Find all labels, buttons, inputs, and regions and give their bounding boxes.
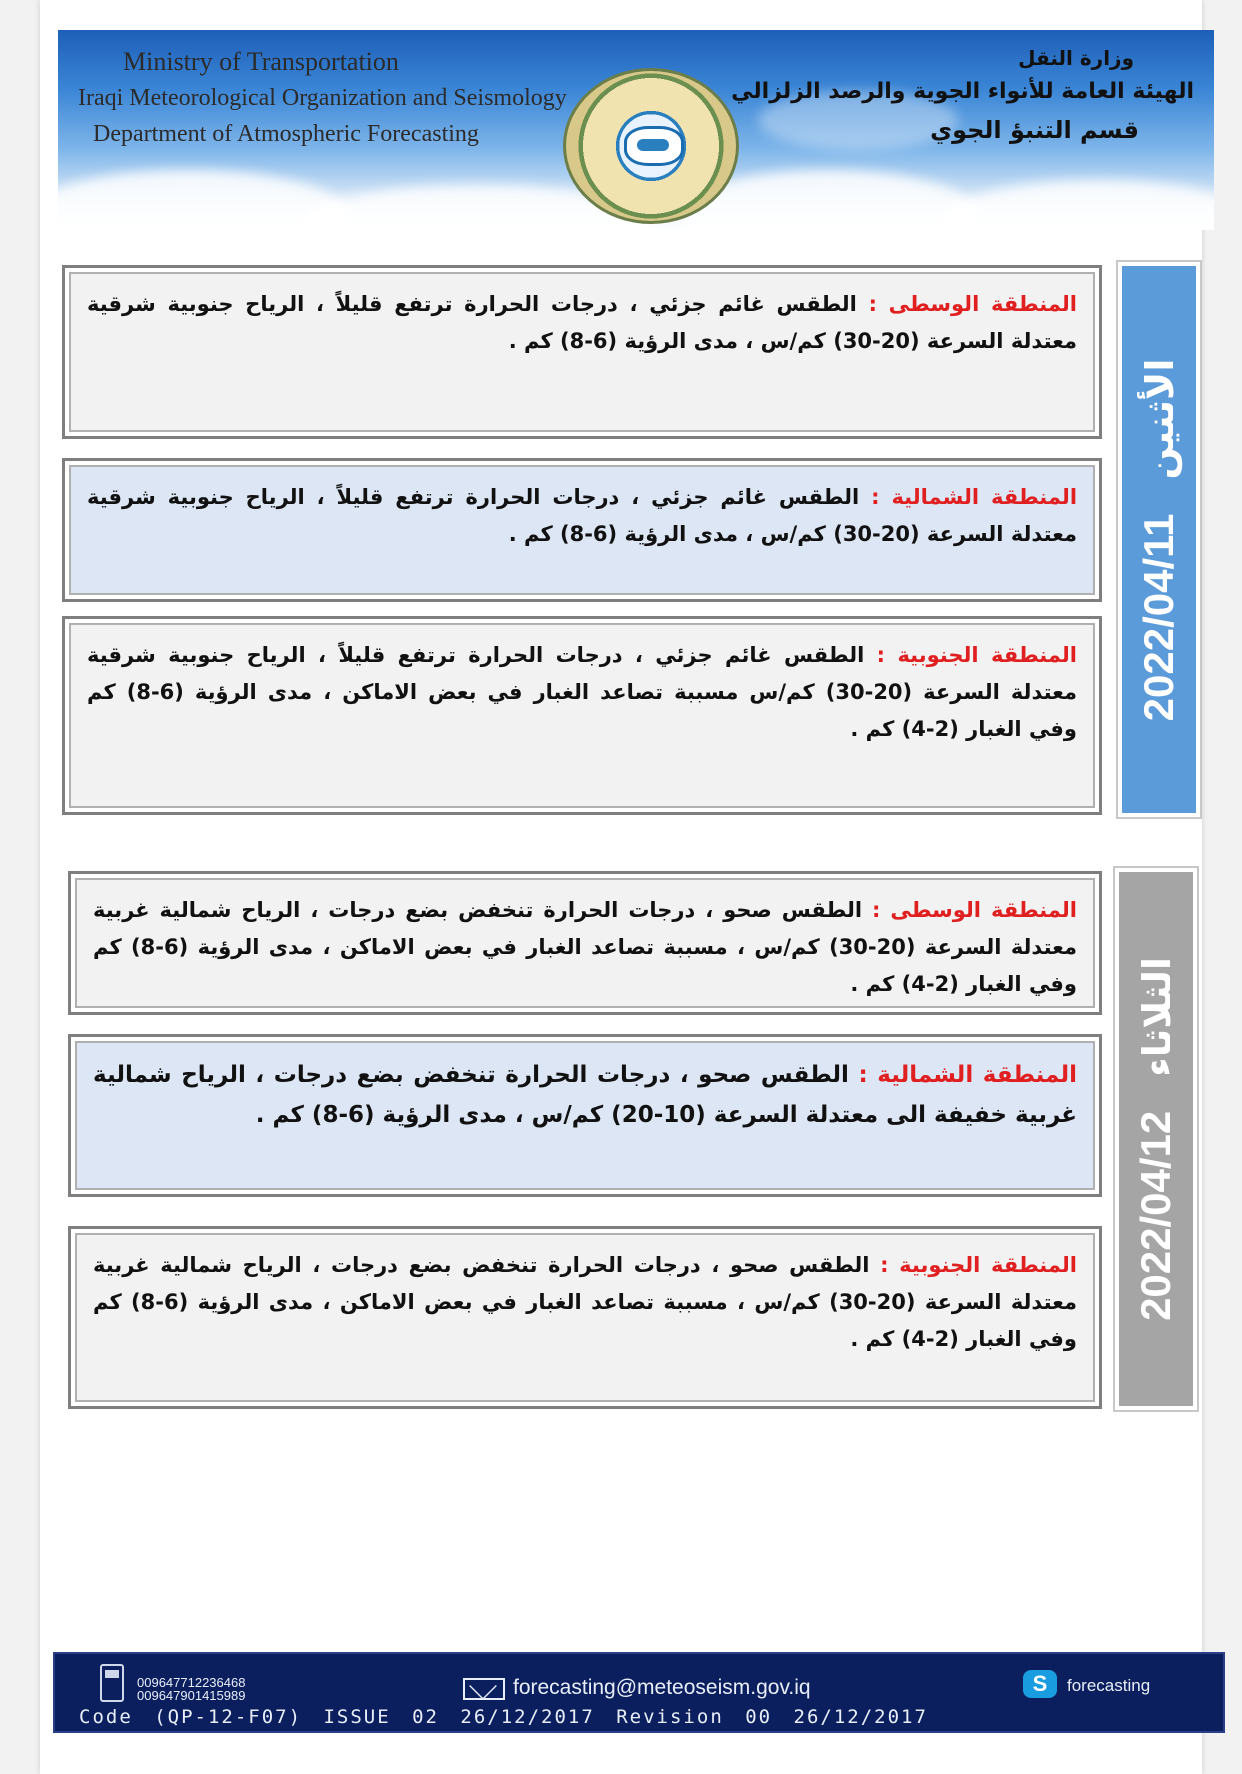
region-label: المنطقة الشمالية :: [858, 1062, 1077, 1088]
day-date: 2022/04/11: [1135, 512, 1182, 721]
forecast-text: الطقس صحو ، درجات الحرارة تنخفض بضع درجات ، الرياح شمالية غربية خفيفة الى معتدلة السرعة (10-20) كم/س ، مدى الرؤية (6-8) كم .: [93, 1062, 1077, 1128]
skype-handle: forecasting: [1067, 1676, 1151, 1695]
forecast-south-day2: [68, 1226, 1102, 1409]
department-name-ar: قسم التنبؤ الجوي: [930, 116, 1139, 144]
day-name: الأثنين: [1138, 358, 1182, 479]
forecast-central-day2: [68, 871, 1102, 1015]
forecast-text: الطقس غائم جزئي ، درجات الحرارة ترتفع قليلاً ، الرياح جنوبية شرقية معتدلة السرعة (20-30) كم/س مسببة تصاعد الغبار في بعض الاماكن ، مدى الرؤية (6-8) كم وفي الغبار (2-4) كم .: [87, 643, 1078, 741]
forecast-south-day1: [62, 616, 1102, 815]
forecast-north-day1: [62, 458, 1102, 602]
day-bar-monday: [1116, 260, 1202, 819]
day-bar-tuesday: [1113, 866, 1199, 1412]
region-label: المنطقة الوسطى :: [868, 292, 1077, 316]
email-address: forecasting@meteoseism.gov.iq: [513, 1676, 811, 1699]
phone-number: 009647901415989: [137, 1688, 246, 1703]
header-english: [78, 44, 567, 152]
ministry-name-en: Ministry of Transportation: [123, 47, 399, 76]
organization-name-ar: الهيئة العامة للأنواء الجوية والرصد الزلزالي: [731, 79, 1194, 104]
region-label: المنطقة الشمالية :: [871, 485, 1078, 509]
skype-icon: S: [1023, 1670, 1057, 1698]
organization-name-en: Iraqi Meteorological Organization and Seismology: [78, 85, 567, 111]
region-label: المنطقة الوسطى :: [872, 898, 1077, 922]
header-banner: [58, 30, 1214, 230]
day-name: الثلاثاء: [1135, 957, 1179, 1077]
mail-icon: [463, 1678, 505, 1700]
forecast-north-day2: [68, 1034, 1102, 1197]
region-label: المنطقة الجنوبية :: [876, 643, 1078, 667]
forecast-text: الطقس غائم جزئي ، درجات الحرارة ترتفع قليلاً ، الرياح جنوبية شرقية معتدلة السرعة (20-30) كم/س ، مدى الرؤية (6-8) كم .: [87, 292, 1077, 353]
header-arabic: [731, 42, 1194, 150]
forecast-central-day1: [62, 265, 1102, 439]
organization-seal-logo: [563, 68, 739, 224]
region-label: المنطقة الجنوبية :: [880, 1253, 1078, 1277]
department-name-en: Department of Atmospheric Forecasting: [93, 121, 479, 147]
phone-icon: [100, 1664, 124, 1702]
phone-numbers: [137, 1676, 245, 1702]
forecast-text: الطقس صحو ، درجات الحرارة تنخفض بضع درجات ، الرياح شمالية غربية معتدلة السرعة (20-30) كم/س ، مسببة تصاعد الغبار في بعض الاماكن ، مدى الرؤية (6-8) كم وفي الغبار (2-4) كم .: [93, 898, 1077, 996]
ministry-name-ar: وزارة النقل: [1018, 46, 1134, 70]
phone-number: 009647712236468: [137, 1675, 246, 1690]
contact-footer: [53, 1652, 1225, 1733]
forecast-text: الطقس غائم جزئي ، درجات الحرارة ترتفع قليلاً ، الرياح جنوبية شرقية معتدلة السرعة (20-30) كم/س ، مدى الرؤية (6-8) كم .: [87, 485, 1077, 546]
forecast-text: الطقس صحو ، درجات الحرارة تنخفض بضع درجات ، الرياح شمالية غربية معتدلة السرعة (20-30) كم/س ، مسببة تصاعد الغبار في بعض الاماكن ، مدى الرؤية (6-8) كم وفي الغبار (2-4) كم .: [93, 1253, 1077, 1351]
document-code-line: Code (QP-12-F07) ISSUE 02 26/12/2017 Revision 00 26/12/2017: [79, 1706, 928, 1728]
day-date: 2022/04/12: [1132, 1110, 1179, 1321]
